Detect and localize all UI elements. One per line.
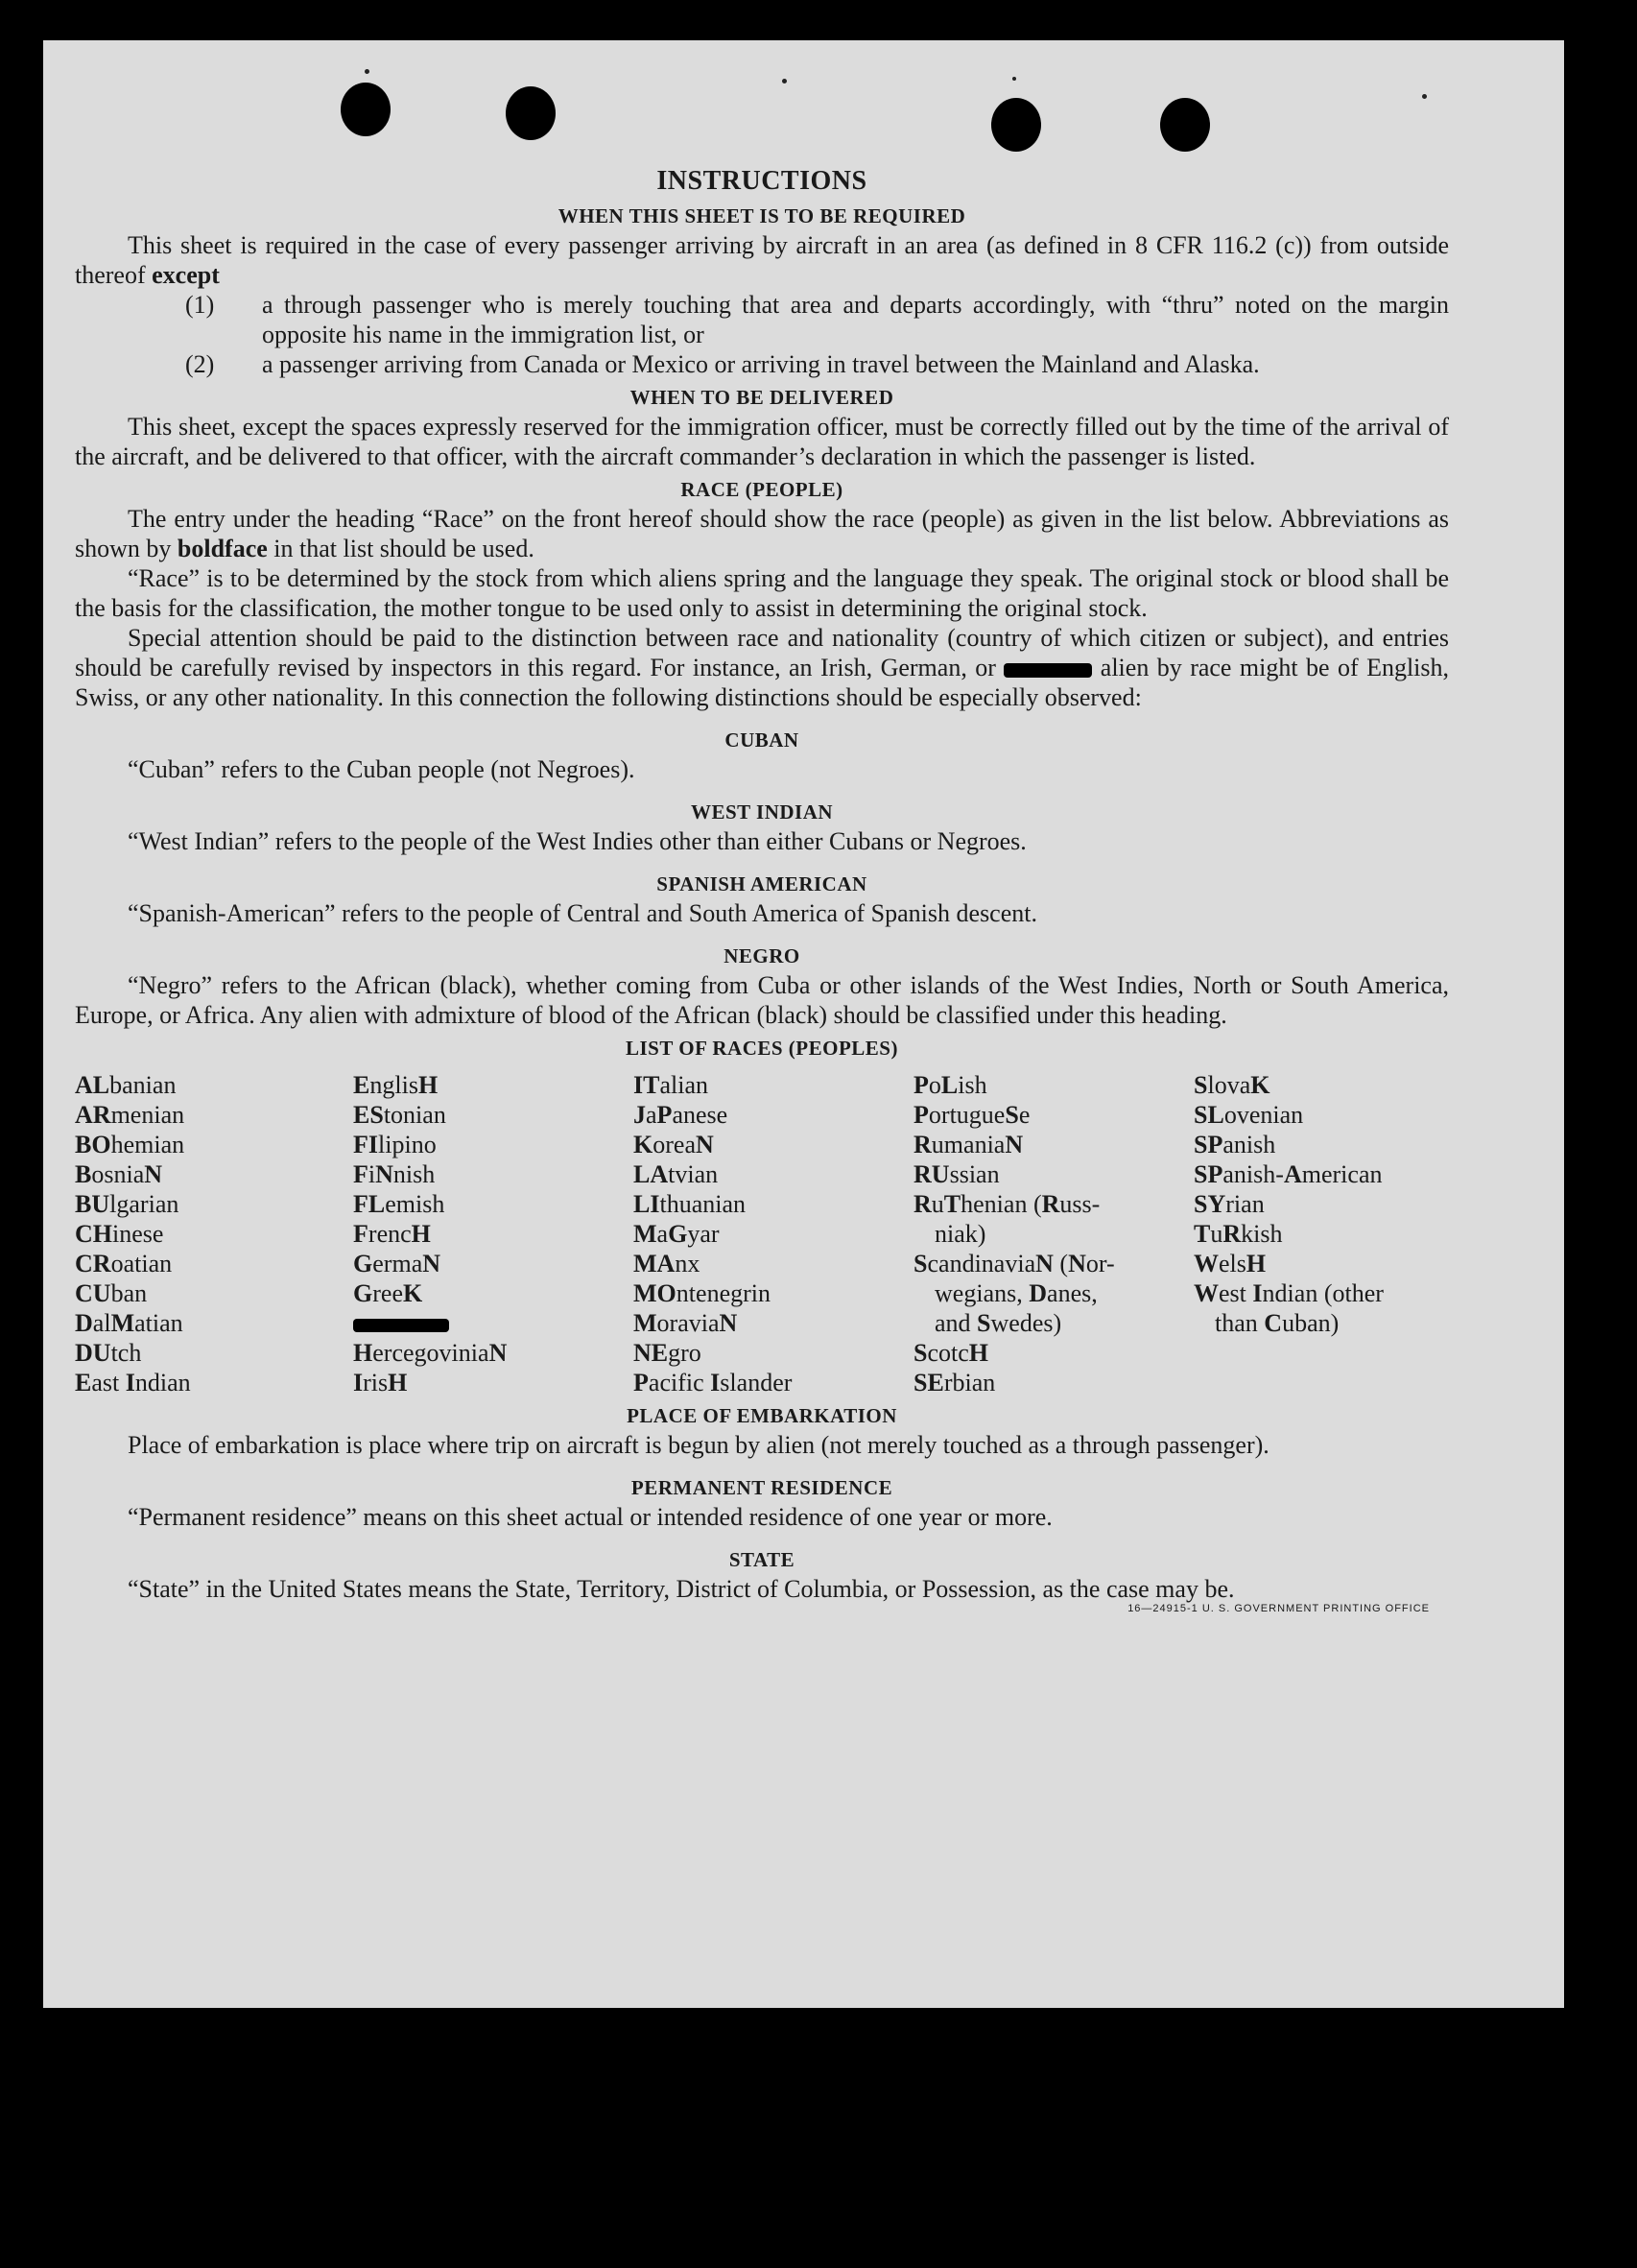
redaction-mark xyxy=(1004,663,1092,678)
heading-west-indian: WEST INDIAN xyxy=(690,800,834,824)
page-title: INSTRUCTIONS xyxy=(656,166,867,196)
race-entry: SYrian xyxy=(1194,1190,1265,1218)
heading-when-delivered: WHEN TO BE DELIVERED xyxy=(629,386,894,409)
race-entry: LIthuanian xyxy=(633,1190,747,1218)
punch-hole xyxy=(506,86,556,140)
race-entry: BosniaN xyxy=(75,1160,163,1188)
instructions-content xyxy=(75,165,1449,1624)
heading-permanent-residence: PERMANENT RESIDENCE xyxy=(630,1476,893,1499)
race-entry: EnglisH xyxy=(353,1071,439,1099)
printing-office-footer: 16—24915-1 U. S. GOVERNMENT PRINTING OFFICE xyxy=(1127,1603,1430,1614)
race-entry: PortugueSe xyxy=(913,1101,1031,1129)
race-entry: RuThenian (Russ- xyxy=(913,1190,1101,1218)
race-entry: WelsH xyxy=(1194,1250,1267,1277)
races-list xyxy=(75,1070,1449,1397)
races-column xyxy=(913,1070,1194,1397)
race-entry: FrencH xyxy=(353,1220,431,1248)
race-entry: West Indian (other xyxy=(1194,1279,1384,1307)
speck xyxy=(1422,94,1427,99)
heading-list-of-races: LIST OF RACES (PEOPLES) xyxy=(626,1037,898,1060)
spanish-american-text: “Spanish-American” refers to the people of Central and South America of Spanish descent. xyxy=(128,899,1037,927)
heading-when-required: WHEN THIS SHEET IS TO BE REQUIRED xyxy=(558,204,966,227)
race-paragraph-2: “Race” is to be determined by the stock from which aliens spring and the language they speak. The original stock or blood shall be the basis for the classification, the mother tongue to be used only to assist in determining the original stock. xyxy=(75,564,1449,622)
cuban-text: “Cuban” refers to the Cuban people (not Negroes). xyxy=(128,755,635,783)
race-entry: MaGyar xyxy=(633,1220,720,1248)
redaction-mark xyxy=(353,1319,449,1332)
race-entry: JaPanese xyxy=(633,1101,728,1129)
race-entry: FIlipino xyxy=(353,1131,437,1158)
race-entry: ScotcH xyxy=(913,1339,989,1367)
race-entry: SErbian xyxy=(913,1369,996,1397)
heading-negro: NEGRO xyxy=(724,944,800,967)
punch-hole xyxy=(991,98,1041,152)
race-entry: TuRkish xyxy=(1194,1220,1283,1248)
race-entry: CHinese xyxy=(75,1220,164,1248)
race-entry: East Indian xyxy=(75,1369,191,1397)
race-entry: MAnx xyxy=(633,1250,700,1277)
race-entry: DalMatian xyxy=(75,1309,183,1337)
when-delivered-text: This sheet, except the spaces expressly reserved for the immigration officer, must be correctly filled out by the time of the arrival of the aircraft, and be delivered to that officer, with the aircraft commander’s declaration in which the passenger is listed. xyxy=(75,413,1449,470)
punch-hole xyxy=(341,83,391,136)
negro-text: “Negro” refers to the African (black), whether coming from Cuba or other islands of the West Indies, North or South America, Europe, or Africa. Any alien with admixture of blood of the African (black) should be classified under this heading. xyxy=(75,971,1449,1029)
race-entry: RUssian xyxy=(913,1160,1000,1188)
races-column xyxy=(633,1070,913,1397)
race-entry: MOntenegrin xyxy=(633,1279,771,1307)
race-entry-continuation: niak) xyxy=(935,1220,986,1248)
speck xyxy=(365,69,369,74)
punch-hole xyxy=(1160,98,1210,152)
race-entry-redacted xyxy=(353,1308,633,1338)
race-entry: KoreaN xyxy=(633,1131,714,1158)
heading-cuban: CUBAN xyxy=(724,728,799,752)
race-entry: SlovaK xyxy=(1194,1071,1270,1099)
race-entry: BOhemian xyxy=(75,1131,185,1158)
race-entry: PoLish xyxy=(913,1071,987,1099)
race-entry: DUtch xyxy=(75,1339,142,1367)
speck xyxy=(1012,77,1016,81)
race-entry: ALbanian xyxy=(75,1071,177,1099)
race-entry: SPanish xyxy=(1194,1131,1276,1158)
race-entry: LAtvian xyxy=(633,1160,719,1188)
race-entry: GermaN xyxy=(353,1250,441,1277)
state-text: “State” in the United States means the State, Territory, District of Columbia, or Possession, as the case may be. xyxy=(128,1575,1235,1603)
race-entry-continuation: wegians, Danes, xyxy=(935,1279,1098,1307)
heading-spanish-american: SPANISH AMERICAN xyxy=(656,872,867,895)
race-entry: Pacific Islander xyxy=(633,1369,793,1397)
heading-race: RACE (PEOPLE) xyxy=(680,478,843,501)
list-item: (2) a passenger arriving from Canada or Mexico or arriving in travel between the Mainland and Alaska. xyxy=(185,350,1260,378)
race-entry-continuation: than Cuban) xyxy=(1215,1309,1340,1337)
race-entry: EStonian xyxy=(353,1101,446,1129)
races-column xyxy=(75,1070,353,1397)
race-entry: NEgro xyxy=(633,1339,701,1367)
race-entry: ARmenian xyxy=(75,1101,185,1129)
race-entry: FLemish xyxy=(353,1190,445,1218)
races-column xyxy=(353,1070,633,1397)
race-entry: ITalian xyxy=(633,1071,709,1099)
race-entry: SLovenian xyxy=(1194,1101,1304,1129)
race-entry: IrisH xyxy=(353,1369,408,1397)
speck xyxy=(782,79,787,84)
residence-text: “Permanent residence” means on this sheet actual or intended residence of one year or more. xyxy=(128,1503,1053,1531)
race-entry: MoraviaN xyxy=(633,1309,738,1337)
race-entry: RumaniaN xyxy=(913,1131,1024,1158)
race-entry: SPanish-American xyxy=(1194,1160,1383,1188)
race-entry: CRoatian xyxy=(75,1250,173,1277)
race-entry: GreeK xyxy=(353,1279,423,1307)
race-entry-continuation: and Swedes) xyxy=(935,1309,1062,1337)
race-entry: ScandinaviaN (Nor- xyxy=(913,1250,1115,1277)
race-entry: HercegoviniaN xyxy=(353,1339,508,1367)
race-paragraph-1: The entry under the heading “Race” on the front hereof should show the race (people) as given in the list below. Abbreviations as shown by boldface in that list should be used. xyxy=(75,505,1449,562)
race-entry: FiNnish xyxy=(353,1160,436,1188)
list-item: (1) a through passenger who is merely touching that area and departs accordingly, with “thru” noted on the margin opposite his name in the immigration list, or xyxy=(185,291,1449,348)
embarkation-text: Place of embarkation is place where trip on aircraft is begun by alien (not merely touched as a through passenger). xyxy=(128,1431,1269,1459)
heading-state: STATE xyxy=(728,1548,795,1571)
race-entry: CUban xyxy=(75,1279,148,1307)
race-entry: BUlgarian xyxy=(75,1190,179,1218)
race-paragraph-3: Special attention should be paid to the distinction between race and nationality (country of which citizen or subject), and entries should be carefully revised by inspectors in this regard. For instance, an Irish, German, or alien by race might be of English, Swiss, or any other nationality. In this connection the following distinctions should be especially observed: xyxy=(75,624,1450,711)
when-required-intro: This sheet is required in the case of every passenger arriving by aircraft in an area (as defined in 8 CFR 116.2 (c)) from outside thereof except xyxy=(75,231,1449,289)
west-indian-text: “West Indian” refers to the people of the West Indies other than either Cubans or Negroes. xyxy=(128,827,1027,855)
heading-place-of-embarkation: PLACE OF EMBARKATION xyxy=(627,1404,897,1427)
races-column xyxy=(1194,1070,1449,1397)
